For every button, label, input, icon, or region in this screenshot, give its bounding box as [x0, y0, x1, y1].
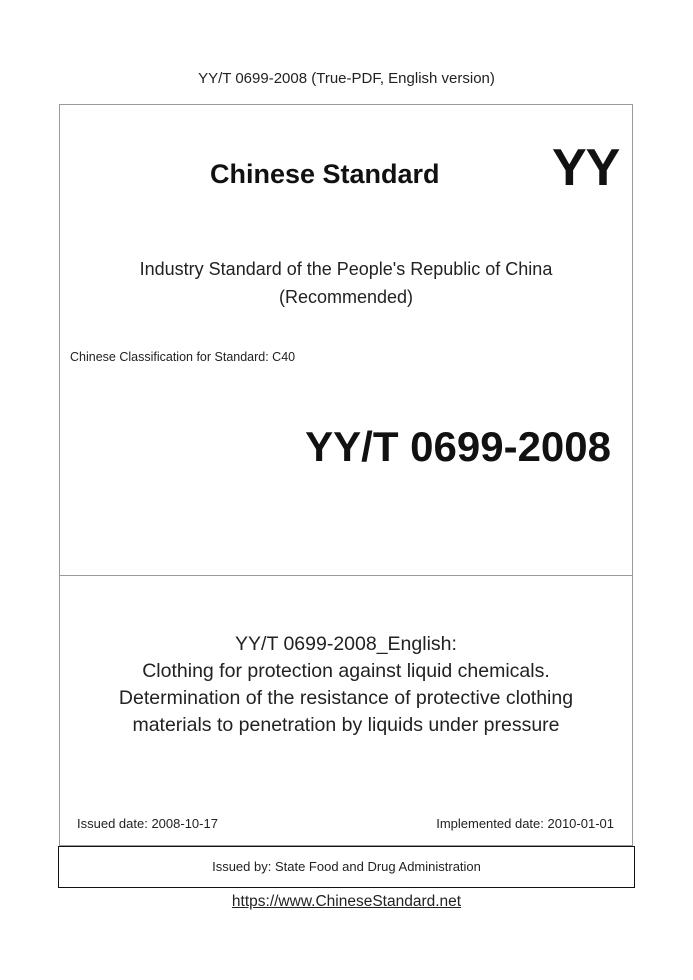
document-title-line: materials to penetration by liquids under pressure [132, 714, 560, 736]
page-header: YY/T 0699-2008 (True-PDF, English version) [198, 70, 495, 87]
document-title-line: Clothing for protection against liquid chemicals. [142, 660, 550, 682]
document-title-line: YY/T 0699-2008_English: [235, 633, 457, 655]
document-title [59, 631, 633, 739]
website-link[interactable]: https://www.ChineseStandard.net [231, 893, 462, 910]
implemented-date: Implemented date: 2010-01-01 [436, 816, 614, 831]
standard-number: YY/T 0699-2008 [305, 423, 611, 470]
document-title-line: Determination of the resistance of protective clothing [118, 687, 574, 709]
standard-code-prefix: YY [552, 139, 620, 197]
recommended-label: (Recommended) [278, 287, 414, 307]
standard-title: Chinese Standard [210, 159, 440, 189]
industry-standard-line: Industry Standard of the People's Republic of China [139, 259, 553, 279]
issuer-box: Issued by: State Food and Drug Administration [58, 846, 635, 888]
issued-date: Issued date: 2008-10-17 [77, 816, 218, 831]
section-divider [59, 575, 633, 576]
classification-label: Chinese Classification for Standard: C40 [70, 350, 296, 364]
